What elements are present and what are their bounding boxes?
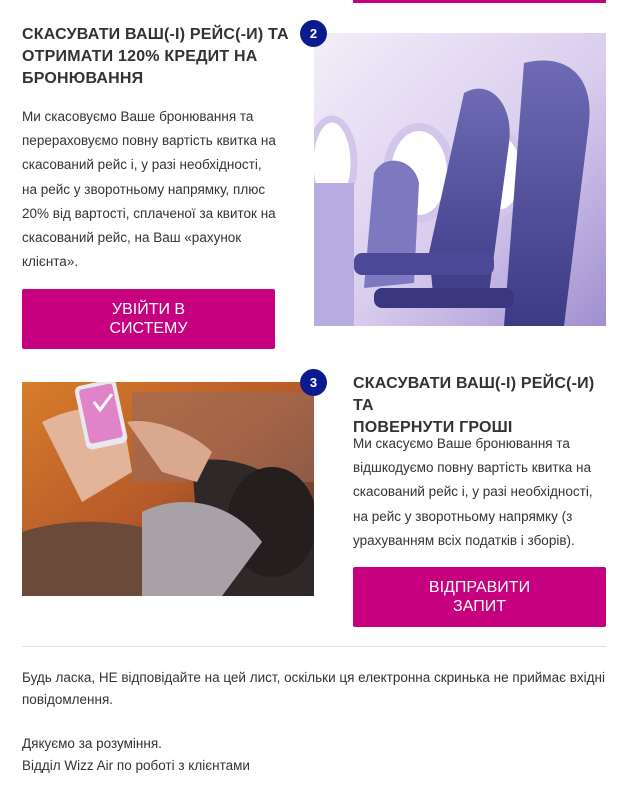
no-reply-notice-line: Будь ласка, НЕ відповідайте на цей лист, оскільки ця електронна скринька не приймає вхідні <box>22 670 605 685</box>
no-reply-notice-line: повідомлення. <box>22 692 114 707</box>
step-3-badge <box>300 369 327 396</box>
login-button-label: СИСТЕМУ <box>109 320 188 337</box>
description-line: урахуванням всіх податків і зборів). <box>353 532 575 548</box>
airplane-seats-image <box>314 33 606 326</box>
login-button-label: УВІЙТИ В <box>111 301 186 318</box>
description-line: 20% від вартості, сплаченої за квиток на <box>22 205 276 221</box>
option-2-title-line: ОТРИМАТИ 120% КРЕДИТ НА <box>22 48 258 65</box>
step-2-badge <box>300 20 327 47</box>
description-line: Ми скасуємо Ваше бронювання та <box>353 436 570 451</box>
footer-divider <box>22 646 606 647</box>
submit-request-button-label: ВІДПРАВИТИ <box>428 579 531 596</box>
description-line: на рейс у зворотньому напрямку, плюс <box>22 181 266 197</box>
option-3-title-line: СКАСУВАТИ ВАШ(-І) РЕЙС(-И) ТА <box>353 375 595 414</box>
description-line: скасований рейс і, у разі необхідності, <box>22 157 262 173</box>
option-2-title-line: СКАСУВАТИ ВАШ(-І) РЕЙС(-И) ТА <box>22 26 289 43</box>
option-3-description <box>353 432 613 553</box>
description-line: перераховуємо повну вартість квитка на <box>22 133 276 149</box>
description-line: на рейс у зворотньому напрямку (з <box>353 508 573 524</box>
description-line: клієнта». <box>22 254 79 270</box>
option-2-description <box>22 105 302 274</box>
login-button[interactable] <box>22 289 275 349</box>
no-reply-notice <box>22 667 612 711</box>
description-line: Ми скасовуємо Ваше бронювання та <box>22 109 254 124</box>
option-2-title <box>22 24 292 90</box>
submit-request-button-label: ЗАПИТ <box>453 598 506 615</box>
option-3-title <box>353 373 613 439</box>
signature: Відділ Wizz Air по роботі з клієнтами <box>22 758 250 773</box>
phone-user-image <box>22 382 314 596</box>
airplane-seats-illustration <box>314 33 606 326</box>
closing-thanks: Дякуємо за розуміння. <box>22 736 162 751</box>
phone-user-illustration <box>22 382 314 596</box>
submit-request-button[interactable] <box>353 567 606 627</box>
step-3-number: 3 <box>309 375 318 390</box>
description-line: відшкодуємо повну вартість квитка на <box>353 460 592 476</box>
previous-button-edge[interactable] <box>353 0 606 3</box>
option-3-title-line: ПОВЕРНУТИ ГРОШІ <box>353 419 513 436</box>
description-line: скасований рейс, на Ваш «рахунок <box>22 230 242 246</box>
description-line: скасований рейс і, у разі необхідності, <box>353 484 593 500</box>
step-2-number: 2 <box>309 26 318 41</box>
option-2-title-line: БРОНЮВАННЯ <box>22 70 144 87</box>
